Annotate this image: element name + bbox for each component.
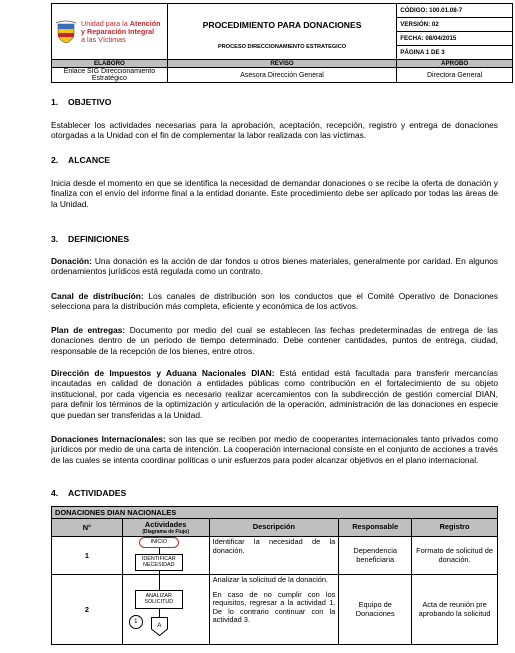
definition-donaciones-internacionales: Donaciones Internacionales: son las que se reciben por medio de cooperantes internacionales tanto privados como jurídicos por medio de una carta de intención. La cooperación internacional consiste en el conjunto de acciones a través de las cuales se intenta coordinar políticas o unir esfuerzos para poder alcanzar objetivos en el plano internacional. [51, 434, 498, 465]
logo-text: Unidad para la Atención y Reparación Integral a las Víctimas [81, 18, 161, 44]
unidad-victimas-logo [55, 20, 164, 44]
section-heading-objetivo: 1. OBJETIVO [51, 97, 112, 107]
flow-connector-circle: 1 [129, 615, 143, 629]
version-field: VERSIÓN: 02 [397, 18, 513, 32]
alcance-text: Inicia desde el momento en que se identifica la necesidad de demandar donaciones o se recibe la oferta de donación y finaliza con el envío del informe final a la entidad donante. Este procedimiento debe ser aplicado por todas las áreas de la Unidad. [51, 178, 498, 209]
flow-box-identificar: IDENTIFICAR NECESIDAD [135, 554, 183, 571]
row-responsible: Equipo de Donaciones [339, 575, 412, 645]
flow-cell [122, 537, 209, 575]
col-header-responsible: Responsable [339, 519, 412, 537]
flow-box-analizar: ANALIZAR SOLICITUD [135, 590, 183, 609]
sign-header-aprobo: APROBÓ [397, 60, 513, 68]
row-description: Analizar la solicitud de la donación. En caso de no cumplir con los requisitos, regresar a la actividad 1. De lo contrario continuar con la actividad 3. [209, 575, 339, 645]
title-cell [167, 4, 396, 60]
definition-canal-distribucion: Canal de distribución: Los canales de distribución son los conductos que el Comité Operativo de Donaciones selecciona para la distribución más completa, eficiente y económica de los activos. [51, 291, 498, 312]
section-heading-definiciones: 3. DEFINICIONES [51, 234, 130, 244]
coat-of-arms-icon [55, 20, 77, 44]
table-row [52, 537, 498, 575]
section-heading-alcance: 2. ALCANCE [51, 155, 111, 165]
document-title: PROCEDIMIENTO PARA DONACIONES [202, 19, 362, 30]
sign-value-aprobo: Directora General [397, 68, 513, 83]
offpage-connector-label: A [157, 622, 162, 629]
row-number: 1 [52, 537, 123, 575]
col-header-num: N° [52, 519, 123, 537]
col-header-activities: Actividades (Diagrama de Flujo) [122, 519, 209, 537]
flow-cell [122, 575, 209, 645]
objetivo-text: Establecer los actividades necesarias para la aprobación, aceptación, recepción, registro y entrega de donaciones otorgadas a la Unidad con el fin de complementar la labor realizada con las víctimas. [51, 120, 498, 141]
activities-table [51, 506, 498, 645]
process-name: PROCESO DIRECCIONAMIENTO ESTRATEGICO [217, 43, 347, 50]
table-row [52, 575, 498, 645]
sign-header-reviso: REVISÓ [167, 60, 396, 68]
row-number: 2 [52, 575, 123, 645]
flow-start-terminator: INICIO [139, 537, 179, 548]
sign-value-reviso: Asesora Dirección General [167, 68, 396, 83]
definition-donacion: Donación: Una donación es la acción de dar fondos u otros bienes materiales, generalmente por caridad. En algunos ordenamientos jurídicos está regulada como un contrato. [51, 256, 498, 277]
logo-cell [52, 4, 168, 60]
section-heading-actividades: 4. ACTIVIDADES [51, 488, 127, 498]
definition-plan-entregas: Plan de entregas: Documento por medio del cual se establecen las fechas predeterminadas de entrega de las donaciones dentro de un periodo de tiempo determinado. Debe contener cantidades, puntos de entrega, ciudad, responsable de la recepción de los bienes, entre otros. [51, 325, 498, 356]
row-record: Formato de solicitud de donación. [412, 537, 498, 575]
definition-dian: Dirección de Impuestos y Aduana Nacionales DIAN: Está entidad está facultada para transferir mercancías incautadas en calidad de donación a entidades públicas como contribución en el fortalecimiento de su objeto institucional, por cada vigencia es necesario realizar acercamientos con la subdirección de gestión comercial DIAN, para definir los términos de la optimización y articulación de la operación, administración de las donaciones en especie que puedan ser transferidas a la Unidad. [51, 368, 498, 420]
row-record: Acta de reunión pre aprobando la solicitud [412, 575, 498, 645]
document-header [51, 3, 513, 83]
date-field: FECHA: 08/04/2015 [397, 32, 513, 46]
row-description: Identificar la necesidad de la donación. [209, 537, 339, 575]
flow-connector-line [159, 609, 160, 617]
page-field: PÁGINA 1 DE 3 [397, 46, 513, 60]
code-field: CÓDIGO: 100.01.08-7 [397, 4, 513, 18]
sign-header-elaboro: ELABORÓ [52, 60, 168, 68]
sign-value-elaboro: Enlace SIG Direccionamiento Estratégico [52, 68, 168, 83]
activities-table-title: DONACIONES DIAN NACIONALES [52, 507, 498, 519]
col-header-record: Registro [412, 519, 498, 537]
col-header-description: Descripción [209, 519, 339, 537]
flow-connector-line [159, 575, 160, 590]
row-responsible: Dependencia beneficiaria [339, 537, 412, 575]
